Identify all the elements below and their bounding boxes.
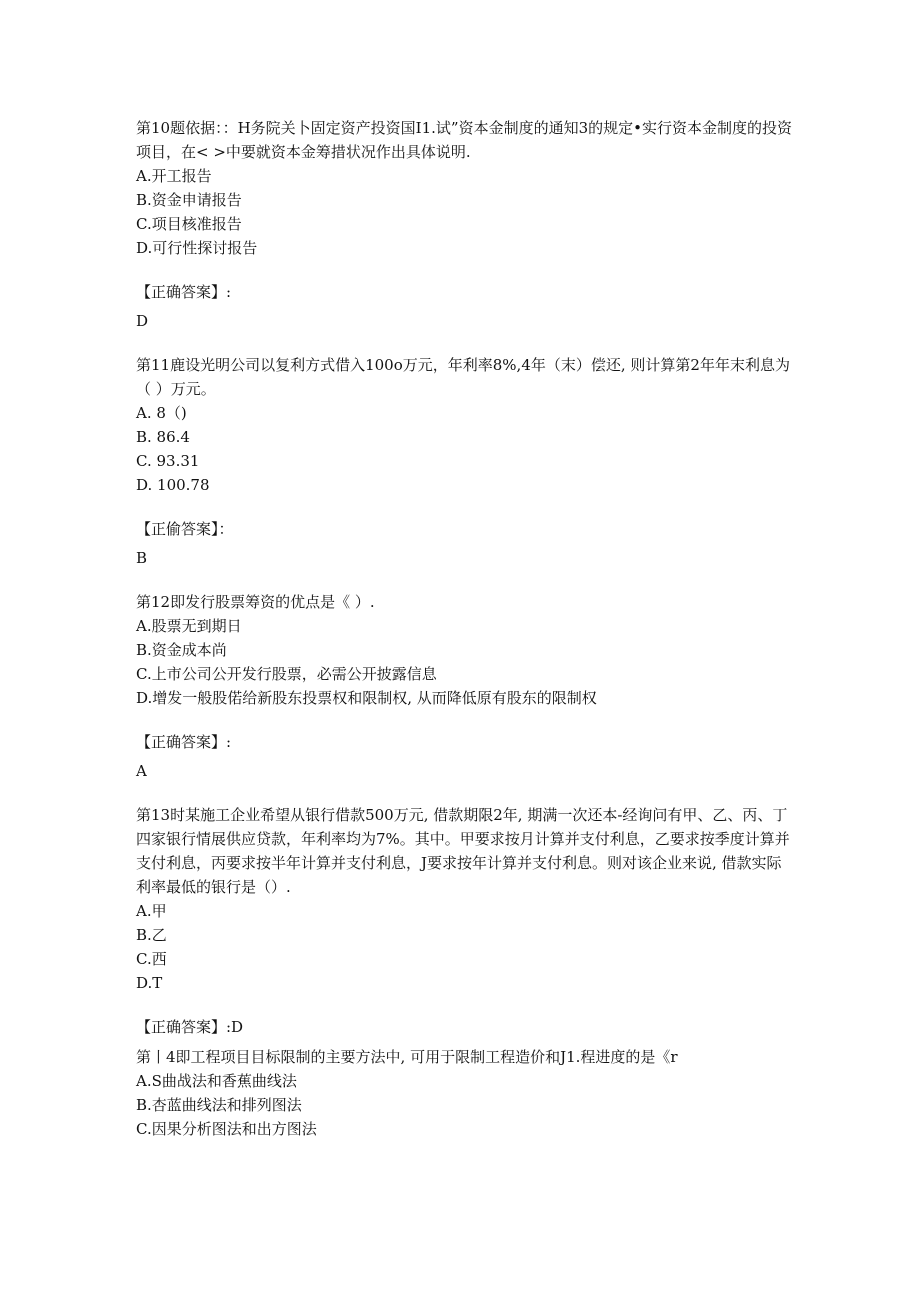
answer-label: 【正确答案】: bbox=[136, 733, 232, 751]
option-c: C.上市公司公开发行股票，必需公开披露信息 bbox=[136, 665, 437, 683]
option-a: A.S曲战法和香蕉曲线法 bbox=[136, 1072, 297, 1090]
option-d: D.可行性探讨报告 bbox=[136, 239, 258, 257]
option-b: B. 86.4 bbox=[136, 428, 190, 446]
question-12 bbox=[136, 590, 796, 783]
question-13 bbox=[136, 803, 796, 1039]
answer-value: B bbox=[136, 549, 148, 567]
option-a: A. 8（) bbox=[136, 404, 187, 422]
question-text: 第丨4即工程项目目标限制的主要方法中, 可用于限制工程造价和J1.程进度的是《r bbox=[136, 1048, 678, 1066]
question-text: 第12即发行股票筹资的优点是《 ）. bbox=[136, 593, 375, 611]
document-page bbox=[136, 116, 796, 1161]
answer-value: A bbox=[136, 762, 147, 780]
option-b: B.乙 bbox=[136, 926, 167, 944]
question-text: 第11鹿设光明公司以复利方式借入100o万元，年利率8%,4年（末）偿还, 则计算第2年年末利息为（ ）万元。 bbox=[136, 356, 790, 398]
option-a: A.甲 bbox=[136, 902, 167, 920]
option-c: C.因果分析图法和出方图法 bbox=[136, 1120, 317, 1138]
question-11 bbox=[136, 353, 796, 570]
option-a: A.开工报告 bbox=[136, 167, 212, 185]
answer-value: D bbox=[136, 312, 149, 330]
answer-label: 【正偷答案】： bbox=[136, 520, 234, 538]
question-text: 第10题依据：：H务院关卜固定资产投资国I1.试”资本金制度的通知3的规定•实行资本金制度的投资项目，在< >中要就资本金筹措状况作出具体说明. bbox=[136, 119, 792, 161]
answer-inline: 【正确答案】:D bbox=[136, 1018, 244, 1036]
option-c: C. 93.31 bbox=[136, 452, 200, 470]
question-14 bbox=[136, 1045, 796, 1141]
option-a: A.股票无到期日 bbox=[136, 617, 242, 635]
option-d: D. 100.78 bbox=[136, 476, 210, 494]
option-c: C.西 bbox=[136, 950, 167, 968]
option-d: D.增发一般股偌给新股东投票权和限制权, 从而降低原有股东的限制权 bbox=[136, 689, 597, 707]
option-b: B.资金成本尚 bbox=[136, 641, 227, 659]
option-d: D.T bbox=[136, 974, 163, 992]
question-text: 第13时某施工企业希望从银行借款500万元, 借款期限2年, 期满一次还本-经询问有甲、乙、丙、丁四家银行情展供应贷款，年利率均为7%。其中。甲要求按月计算并支付利息，乙要求按季度计算并支付利息，丙要求按半年计算并支付利息，J要求按年计算并支付利息。则对该企业来说, 借款实际利率最低的银行是（）. bbox=[136, 806, 790, 896]
option-b: B.杏蓝曲线法和排列图法 bbox=[136, 1096, 302, 1114]
option-b: B.资金申请报告 bbox=[136, 191, 242, 209]
option-c: C.项目核准报告 bbox=[136, 215, 242, 233]
answer-label: 【正确答案】: bbox=[136, 283, 232, 301]
question-10 bbox=[136, 116, 796, 333]
